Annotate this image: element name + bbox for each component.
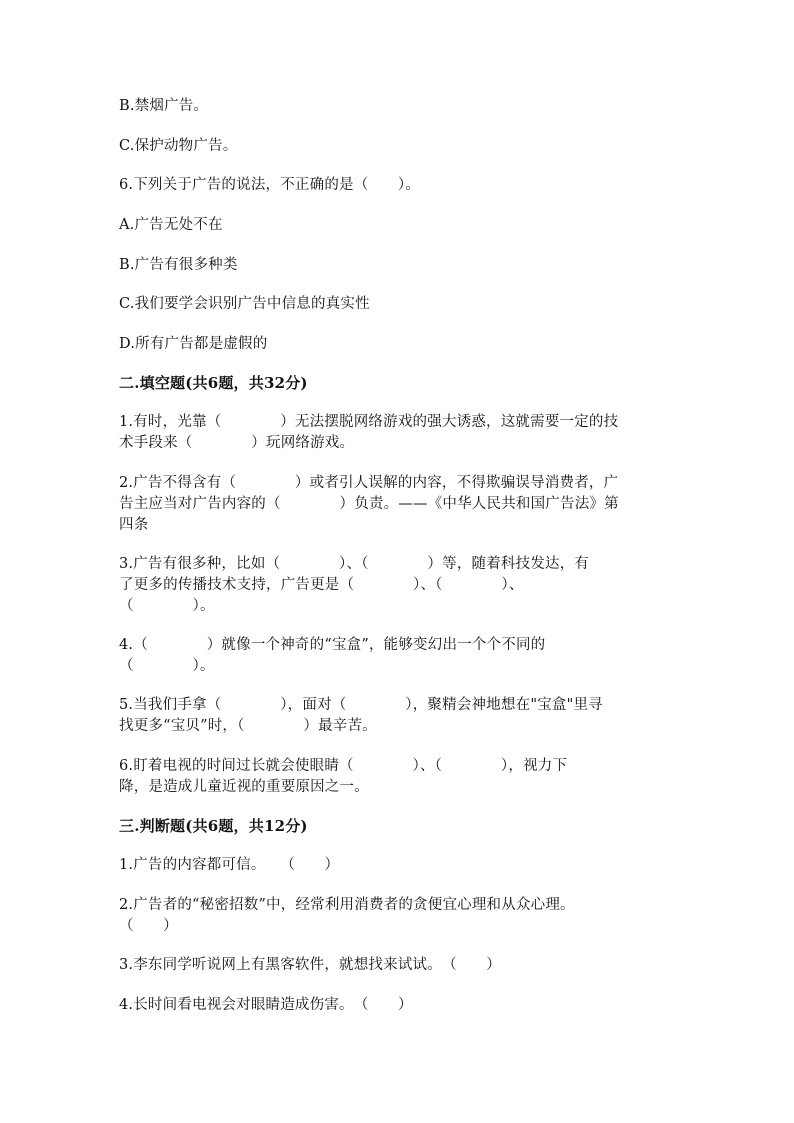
option-b-no-smoking: B.禁烟广告。	[119, 98, 209, 114]
judge-question-4: 4.长时间看电视会对眼睛造成伤害。 （ ）	[119, 997, 413, 1013]
judge-question-1: 1.广告的内容都可信。 （ ）	[119, 857, 340, 873]
question-6-stem: 6.下列关于广告的说法，不正确的是（ ）。	[119, 177, 420, 193]
fill-question-3-line-2: 了更多的传播技术支持，广告更是（ ）、（ ）、	[119, 577, 524, 593]
fill-question-4-line-2: （ ）。	[119, 658, 215, 674]
fill-question-2-line-3: 四条	[119, 517, 149, 533]
judge-question-2-line-2: （ ）	[119, 918, 178, 934]
section-heading-true-false: 三.判断题(共6题，共12分)	[119, 817, 308, 835]
fill-question-5-line-2: 找更多“宝贝”时，（ ）最辛苦。	[119, 718, 377, 734]
fill-question-1-line-2: 术手段来（ ）玩网络游戏。	[119, 435, 355, 451]
fill-question-6-line-1: 6.盯着电视的时间过长就会使眼睛（ ）、（ ），视力下	[119, 758, 568, 774]
section-heading-fill-in: 二.填空题(共6题，共32分)	[119, 374, 308, 392]
judge-question-3: 3.李东同学听说网上有黑客软件，就想找来试试。 （ ）	[119, 957, 501, 973]
fill-question-5-line-1: 5.当我们手拿（ ），面对（ ），聚精会神地想在"宝盒"里寻	[119, 697, 603, 713]
fill-question-3-line-1: 3.广告有很多种，比如（ ）、（ ）等，随着科技发达，有	[119, 556, 590, 572]
judge-question-2-line-1: 2.广告者的“秘密招数”中，经常利用消费者的贪便宜心理和从众心理。	[119, 897, 575, 913]
fill-question-2-line-1: 2.广告不得含有（ ）或者引人误解的内容，不得欺骗误导消费者，广	[119, 475, 619, 491]
option-c-protect-animals: C.保护动物广告。	[119, 138, 238, 154]
question-6-option-a: A.广告无处不在	[119, 217, 223, 233]
question-6-option-b: B.广告有很多种类	[119, 257, 238, 273]
fill-question-3-line-3: （ ）。	[119, 598, 215, 614]
fill-question-4-line-1: 4.（ ）就像一个神奇的“宝盒”，能够变幻出一个个不同的	[119, 637, 546, 653]
fill-question-2-line-2: 告主应当对广告内容的（ ）负责。——《中华人民共和国广告法》第	[119, 496, 619, 512]
fill-question-1-line-1: 1.有时，光靠（ ）无法摆脱网络游戏的强大诱惑，这就需要一定的技	[119, 414, 619, 430]
question-6-option-c: C.我们要学会识别广告中信息的真实性	[119, 296, 370, 312]
question-6-option-d: D.所有广告都是虚假的	[119, 336, 268, 352]
fill-question-6-line-2: 降，是造成儿童近视的重要原因之一。	[119, 779, 369, 795]
